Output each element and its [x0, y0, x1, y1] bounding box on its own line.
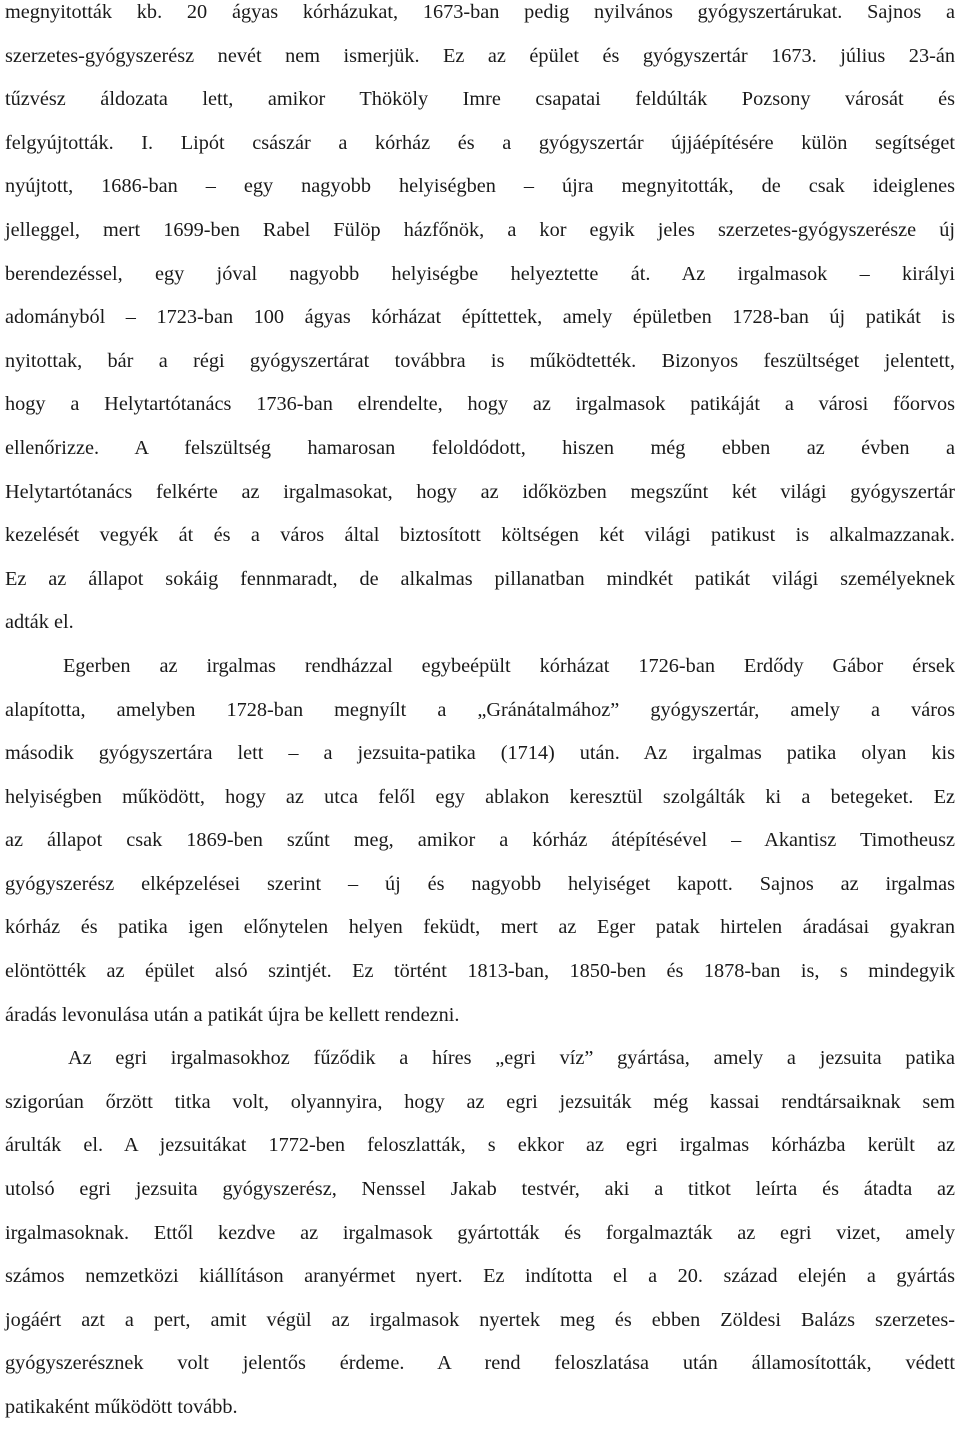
text-line: Ez az állapot sokáig fennmaradt, de alkalmas pillanatban mindkét patikát világi személyeknek — [5, 567, 955, 590]
text-line: hogy a Helytartótanács 1736-ban elrendelte, hogy az irgalmasok patikáját a városi főorvos — [5, 393, 955, 416]
text-line: nyújtott, 1686-ban – egy nagyobb helyiségben – újra megnyitották, de csak ideiglenes — [5, 175, 955, 198]
text-line: második gyógyszertára lett – a jezsuita-patika (1714) után. Az irgalmas patika olyan kis — [5, 742, 955, 765]
text-line: kórház és patika igen előnytelen helyen feküdt, mert az Eger patak hirtelen áradásai gyakran — [5, 916, 955, 939]
text-line: utolsó egri jezsuita gyógyszerész, Nenssel Jakab testvér, aki a titkot leírta és átadta az — [5, 1178, 955, 1201]
text-line: gyógyszerész elképzelései szerint – új és nagyobb helyiséget kapott. Sajnos az irgalmas — [5, 872, 955, 895]
text-line: helyiségben működött, hogy az utca felől egy ablakon keresztül szolgálták ki a betegeket. Ez — [5, 785, 955, 808]
text-line: gyógyszerésznek volt jelentős érdeme. A rend feloszlatása után államosították, védett — [5, 1352, 955, 1375]
paragraph-2 — [5, 645, 955, 1037]
text-line: ellenőrizze. A felszültség hamarosan feloldódott, hiszen még ebben az évben a — [5, 436, 955, 459]
text-line: berendezéssel, egy jóval nagyobb helyiségbe helyeztette át. Az irgalmasok – királyi — [5, 262, 955, 285]
text-line: jelleggel, mert 1699-ben Rabel Fülöp házfőnök, a kor egyik jeles szerzetes-gyógyszerésze új — [5, 218, 955, 241]
text-line: tűzvész áldozata lett, amikor Thököly Imre csapatai feldúlták Pozsony városát és — [5, 88, 955, 111]
text-line: árulták el. A jezsuitákat 1772-ben feloszlatták, s ekkor az egri irgalmas kórházba került az — [5, 1134, 955, 1157]
paragraph-1 — [5, 0, 955, 645]
text-line: alapította, amelyben 1728-ban megnyílt a „Gránátalmához” gyógyszertár, amely a város — [5, 698, 955, 721]
document-page — [5, 0, 955, 1430]
text-line: adták el. — [5, 611, 74, 634]
text-line: elöntötték az épület alsó szintjét. Ez történt 1813-ban, 1850-ben és 1878-ban is, s mindegyik — [5, 960, 955, 983]
text-line: Az egri irgalmasokhoz fűződik a híres „egri víz” gyártása, amely a jezsuita patika — [68, 1047, 955, 1070]
text-line: nyitottak, bár a régi gyógyszertárat továbbra is működtették. Bizonyos feszültséget jelentett, — [5, 349, 955, 372]
text-line: megnyitották kb. 20 ágyas kórházukat, 1673-ban pedig nyilvános gyógyszertárukat. Sajnos a — [5, 1, 955, 23]
text-line: szigorúan őrzött titka volt, olyannyira, hogy az egri jezsuiták még kassai rendtársaiknak sem — [5, 1090, 955, 1113]
text-line: áradás levonulása után a patikát újra be kellett rendezni. — [5, 1003, 460, 1026]
text-line: szerzetes-gyógyszerész nevét nem ismerjük. Ez az épület és gyógyszertár 1673. július 23-án — [5, 44, 955, 67]
text-line: adományból – 1723-ban 100 ágyas kórházat építtettek, amely épületben 1728-ban új patikát is — [5, 306, 955, 329]
text-line: kezelését vegyék át és a város által biztosított költségen két világi patikust is alkalmazzanak. — [5, 524, 955, 547]
text-line: az állapot csak 1869-ben szűnt meg, amikor a kórház átépítésével – Akantisz Timotheusz — [5, 829, 955, 852]
text-line: felgyújtották. I. Lipót császár a kórház és a gyógyszertár újjáépítésére külön segítséget — [5, 131, 955, 154]
text-line: számos nemzetközi kiállításon aranyérmet nyert. Ez indította el a 20. század elején a gyártás — [5, 1265, 955, 1288]
text-line: jogáért azt a pert, amit végül az irgalmasok nyertek meg és ebben Zöldesi Balázs szerzetes- — [5, 1308, 955, 1331]
paragraph-3 — [5, 1037, 955, 1429]
text-line: irgalmasoknak. Ettől kezdve az irgalmasok gyártották és forgalmazták az egri vizet, amely — [5, 1221, 955, 1244]
text-line: Helytartótanács felkérte az irgalmasokat, hogy az időközben megszűnt két világi gyógyszertár — [5, 480, 955, 503]
text-line: patikaként működött tovább. — [5, 1396, 238, 1418]
text-line: Egerben az irgalmas rendházzal egybeépült kórházat 1726-ban Erdődy Gábor érsek — [63, 654, 955, 677]
